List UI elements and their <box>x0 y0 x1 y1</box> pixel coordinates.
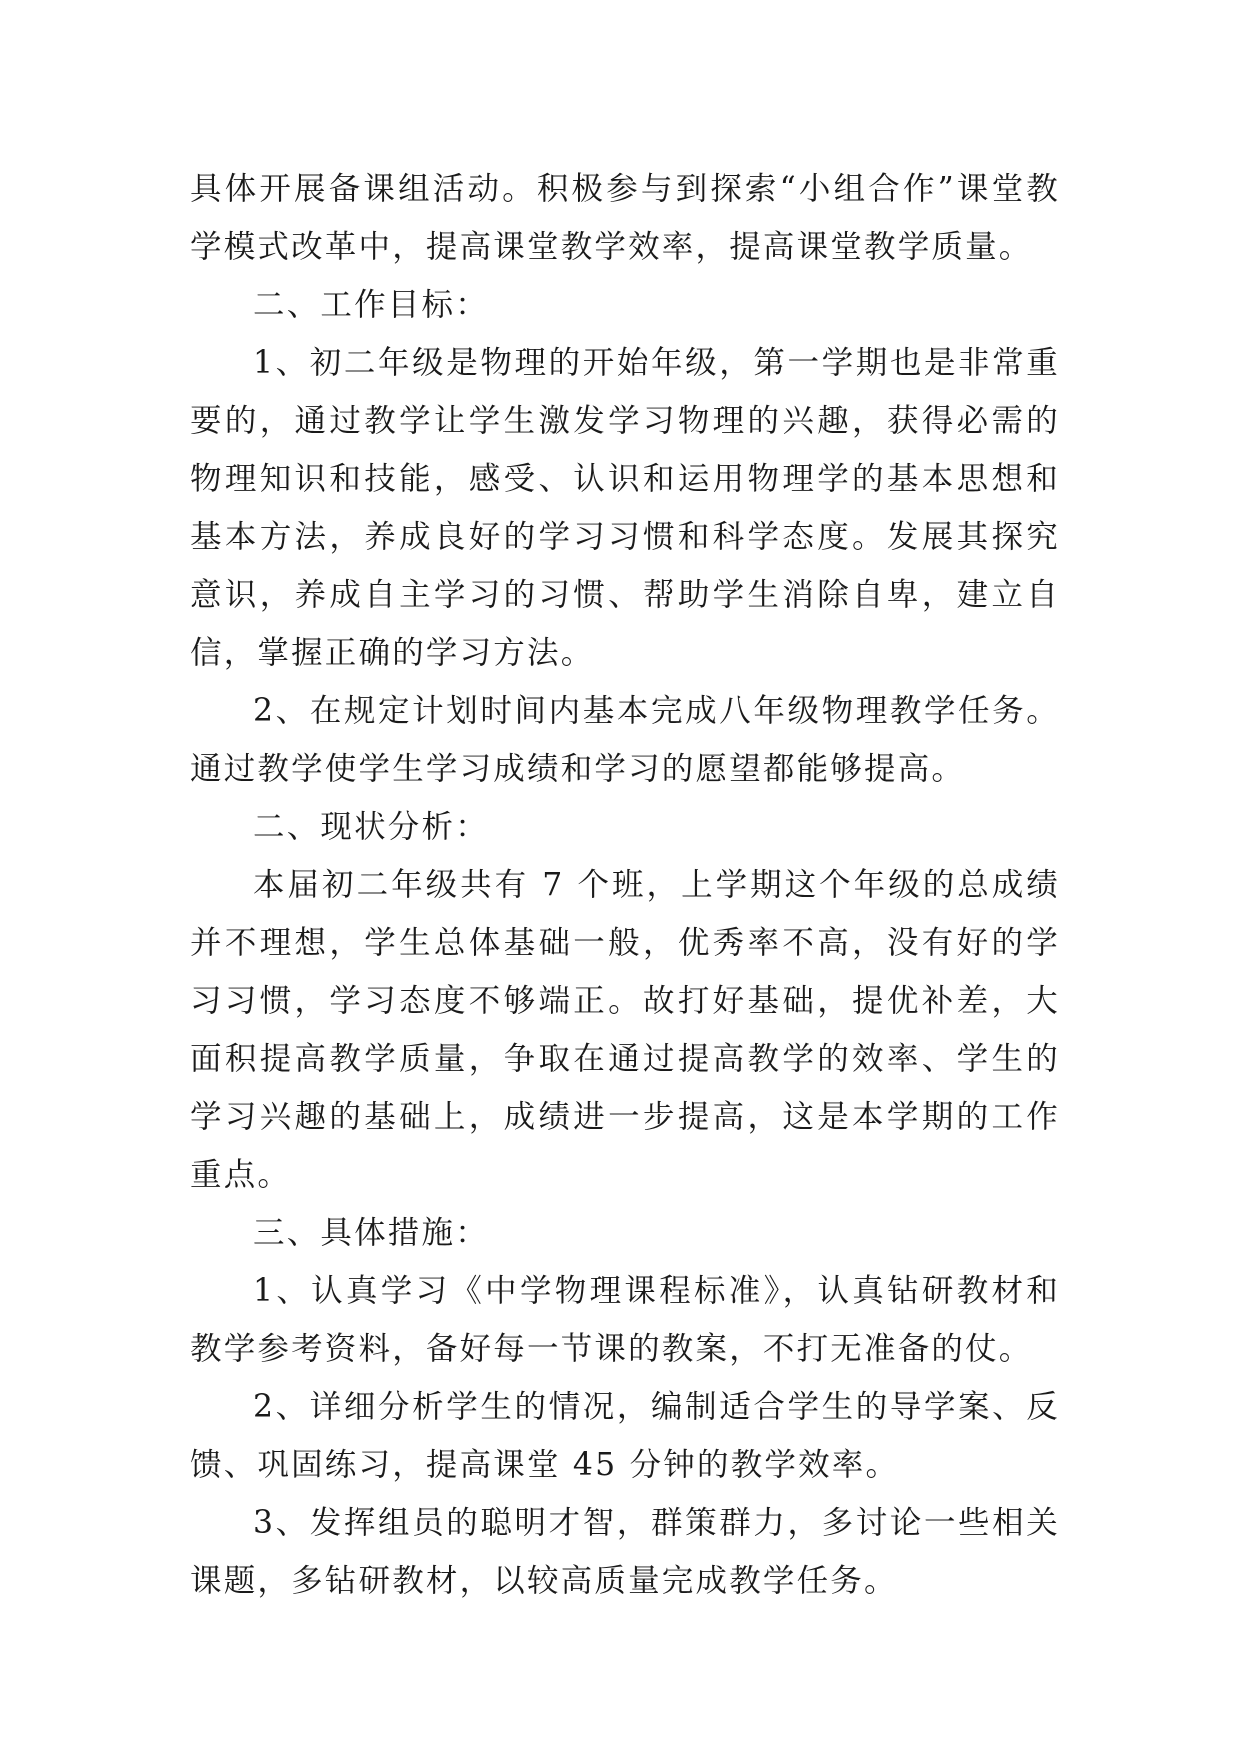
heading-specific-measures: 三、具体措施： <box>253 1215 489 1251</box>
heading-status-analysis: 二、现状分析： <box>253 809 489 845</box>
paragraph-measure-2: 2、详细分析学生的情况，编制适合学生的导学案、反馈、巩固练习，提高课堂 45 分钟的教学效率。 <box>190 1389 1060 1483</box>
paragraph-measure-1: 1、认真学习《中学物理课程标准》，认真钻研教材和教学参考资料，备好每一节课的教案，不打无准备的仗。 <box>190 1273 1060 1367</box>
paragraph-goal-1: 1、初二年级是物理的开始年级，第一学期也是非常重要的，通过教学让学生激发学习物理的兴趣，获得必需的物理知识和技能，感受、认识和运用物理学的基本思想和基本方法，养成良好的学习习惯和科学态度。发展其探究意识，养成自主学习的习惯、帮助学生消除自卑，建立自信，掌握正确的学习方法。 <box>190 345 1060 671</box>
paragraph-status: 本届初二年级共有 7 个班，上学期这个年级的总成绩并不理想，学生总体基础一般，优秀率不高，没有好的学习习惯，学习态度不够端正。故打好基础，提优补差，大面积提高教学质量，争取在通过提高教学的效率、学生的学习兴趣的基础上，成绩进一步提高，这是本学期的工作重点。 <box>190 867 1060 1193</box>
heading-work-goals: 二、工作目标： <box>253 287 489 323</box>
paragraph-measure-3: 3、发挥组员的聪明才智，群策群力，多讨论一些相关课题，多钻研教材，以较高质量完成教学任务。 <box>190 1505 1060 1599</box>
paragraph-goal-2: 2、在规定计划时间内基本完成八年级物理教学任务。通过教学使学生学习成绩和学习的愿望都能够提高。 <box>190 693 1060 787</box>
paragraph-continuation: 具体开展备课组活动。积极参与到探索“小组合作”课堂教学模式改革中，提高课堂教学效率，提高课堂教学质量。 <box>190 171 1060 265</box>
document-body <box>190 160 1060 1610</box>
